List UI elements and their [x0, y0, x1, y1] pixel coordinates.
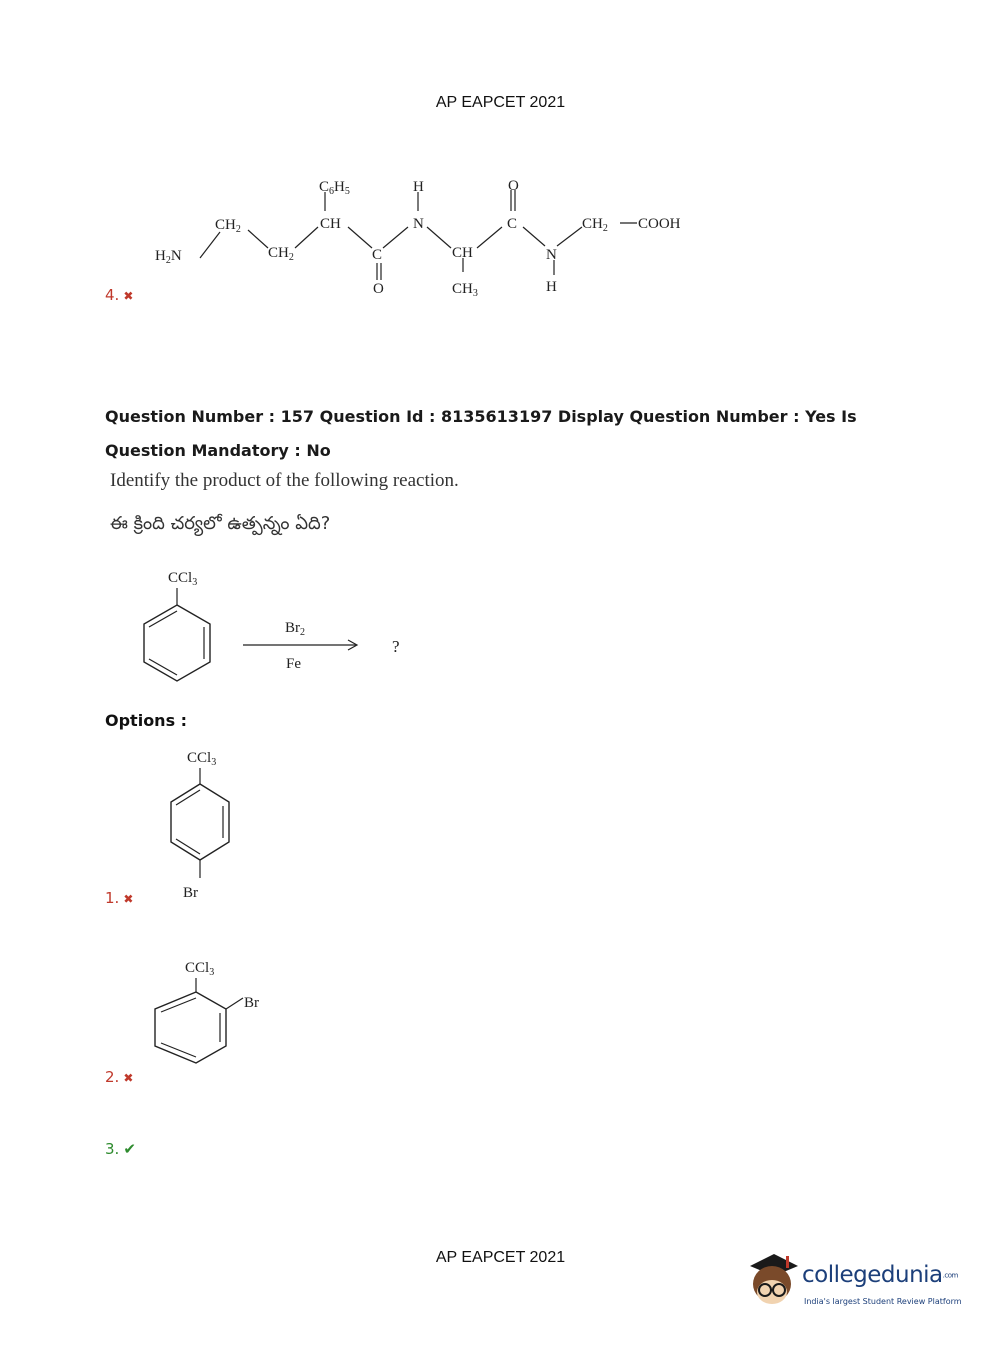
product-unknown: ?	[392, 637, 400, 656]
collegedunia-tagline: India's largest Student Review Platform	[804, 1297, 962, 1306]
reagent-top: $Br_2$	[285, 620, 305, 638]
svg-text:H: H	[546, 279, 557, 295]
svg-text:H2N: $H_2N$	[155, 248, 182, 266]
option-number: 1.	[105, 889, 120, 907]
svg-text:CCl3: CCl$_3$	[185, 960, 215, 978]
wrong-mark-icon: ✖	[123, 1071, 134, 1085]
page-header: AP EAPCET 2021	[435, 94, 566, 111]
option-number: 4.	[105, 286, 120, 304]
question-text-english: Identify the product of the following reaction.	[110, 470, 459, 491]
option-2-label	[105, 1068, 133, 1086]
wrong-mark-icon: ✖	[123, 289, 134, 303]
wrong-mark-icon: ✖	[123, 892, 134, 906]
correct-mark-icon: ✔	[123, 1140, 136, 1158]
question-text-telugu: ఈ క్రింది చర్యలో ఉత్పన్నం ఏది?	[110, 513, 331, 534]
reaction-arrow	[243, 640, 357, 650]
options-title: Options :	[105, 711, 188, 730]
option-number: 2.	[105, 1068, 120, 1086]
question-meta: Question Number : 157 Question Id : 8135613197 Display Question Number : Yes Is Question Mandatory : No	[105, 407, 857, 460]
svg-text:COOH: COOH	[638, 216, 681, 232]
collegedunia-logo-text: collegedunia.com	[802, 1262, 958, 1288]
benzene-reactant	[144, 570, 210, 681]
svg-text:CH2: $CH_2$	[582, 216, 608, 234]
page-footer: AP EAPCET 2021	[435, 1249, 566, 1266]
option-3-label	[105, 1140, 136, 1158]
option-1-label	[105, 889, 133, 907]
svg-text:CH: CH	[320, 216, 341, 232]
svg-text:CH2: $CH_2$	[215, 217, 241, 235]
substituent-label: CCl$_3$	[168, 570, 198, 588]
svg-text:Br: Br	[183, 885, 198, 901]
peptide-structure	[145, 170, 705, 300]
svg-text:N: N	[546, 247, 557, 263]
svg-text:O: O	[508, 178, 519, 194]
svg-text:C: C	[372, 247, 383, 263]
option-4-label	[105, 286, 133, 304]
svg-text:C6H5: $C_6H_5$	[319, 179, 350, 197]
svg-text:CH: CH	[452, 245, 473, 261]
svg-text:C: C	[507, 216, 518, 232]
svg-text:H: H	[413, 179, 424, 195]
option-1-structure	[145, 740, 265, 910]
svg-text:O: O	[373, 281, 384, 297]
option-number: 3.	[105, 1140, 120, 1158]
svg-text:Br: Br	[244, 995, 259, 1011]
svg-text:CH2: $CH_2$	[268, 245, 294, 263]
svg-text:CH3: $CH_3$	[452, 281, 478, 299]
option-2-structure	[145, 950, 285, 1080]
reagent-bottom: Fe	[286, 656, 301, 672]
svg-text:CCl3: CCl$_3$	[187, 750, 217, 768]
collegedunia-mascot-icon	[742, 1248, 802, 1310]
reaction-scheme	[120, 560, 440, 705]
svg-text:N: N	[413, 216, 424, 232]
